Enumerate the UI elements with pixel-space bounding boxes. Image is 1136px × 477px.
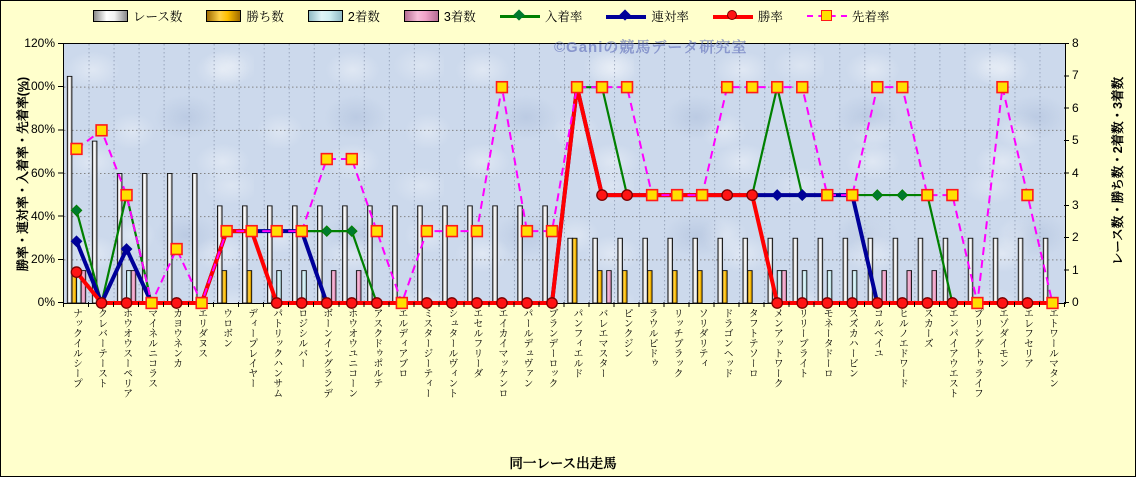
- x-axis-category-label: スカーズ: [921, 308, 933, 348]
- right-axis-tick-label: 7: [1072, 68, 1079, 83]
- bar-3着数: [782, 271, 787, 303]
- legend-label: 入着率: [544, 10, 583, 24]
- square-marker-先着率: [1022, 190, 1033, 201]
- bar-レース数: [993, 238, 998, 303]
- bar-レース数: [968, 238, 973, 303]
- legend-label: レース数: [133, 10, 183, 24]
- bar-レース数: [568, 238, 573, 303]
- wins-bar-swatch: [206, 10, 241, 22]
- x-axis-title: 同一レース出走馬: [509, 456, 617, 471]
- win-rate-line-swatch: [713, 10, 753, 22]
- square-marker-先着率: [822, 190, 833, 201]
- square-marker-先着率: [121, 190, 132, 201]
- chart-canvas: [64, 44, 1065, 303]
- x-axis-category-label: エゾダイモン: [996, 308, 1008, 368]
- x-axis-category-label: エルディアブロ: [395, 308, 407, 378]
- legend-item-wins: [206, 7, 284, 25]
- square-marker-先着率: [647, 190, 658, 201]
- right-axis-tick-label: 8: [1072, 36, 1079, 50]
- x-axis-category-label: クレバーテースト: [95, 308, 107, 388]
- square-marker-先着率: [672, 190, 683, 201]
- legend-label: 2着数: [347, 10, 380, 24]
- bar-3着数: [932, 271, 937, 303]
- square-marker-先着率: [497, 82, 508, 93]
- legend-item-races: [93, 7, 182, 25]
- x-axis-category-label: パールデュヴァン: [520, 308, 532, 388]
- bar-レース数: [893, 238, 898, 303]
- left-axis-tick-label: 40%: [30, 208, 55, 223]
- right-axis-tick-label: 4: [1072, 165, 1079, 180]
- x-axis-category-label: ウロボン: [220, 308, 232, 348]
- bar-勝ち数: [748, 271, 753, 303]
- x-axis-category-label: エイカイマッケンロ: [495, 308, 507, 398]
- x-axis-category-label: ロジシルバー: [295, 308, 307, 368]
- x-axis-category-label: モネータドーロ: [821, 308, 833, 378]
- square-marker-先着率: [171, 244, 182, 255]
- bar-レース数: [693, 238, 698, 303]
- x-axis-category-label: カヨウネンカ: [170, 308, 182, 368]
- square-marker-先着率: [997, 82, 1008, 93]
- square-marker-先着率: [547, 226, 558, 237]
- bar-レース数: [818, 238, 823, 303]
- diamond-marker-連対率: [772, 190, 782, 200]
- bar-レース数: [67, 76, 72, 303]
- thirds-bar-swatch: [404, 10, 439, 22]
- x-axis-category-label: プリングトゥライフ: [971, 308, 983, 398]
- left-axis-tick-label: 60%: [30, 165, 55, 180]
- x-axis-category-label: エトワールマタン: [1046, 308, 1058, 388]
- legend-item-prior-finish-rate: [807, 7, 890, 25]
- legend-label: 先着率: [851, 10, 890, 24]
- x-axis-category-label: ソリダリティ: [696, 308, 708, 368]
- plot-area: [63, 43, 1066, 304]
- x-axis-category-label: ナックイルシープ: [70, 308, 82, 388]
- bar-レース数: [1018, 238, 1023, 303]
- square-marker-先着率: [271, 226, 282, 237]
- square-marker-先着率: [697, 190, 708, 201]
- diamond-marker-連対率: [71, 236, 81, 246]
- x-axis-category-label: タフトテソーロ: [746, 308, 758, 378]
- bar-レース数: [443, 206, 448, 303]
- chart-legend: [93, 7, 889, 25]
- bar-3着数: [607, 271, 612, 303]
- bar-レース数: [918, 238, 923, 303]
- legend-label: 3着数: [443, 10, 476, 24]
- diamond-marker-icon: [513, 9, 524, 20]
- x-axis-category-label: シュタールヴィント: [445, 308, 457, 398]
- x-axis-category-label: リッチブラック: [671, 308, 683, 378]
- bar-勝ち数: [723, 271, 728, 303]
- bar-レース数: [167, 174, 172, 304]
- bar-レース数: [518, 206, 523, 303]
- square-marker-先着率: [897, 82, 908, 93]
- diamond-marker-入着率: [347, 226, 357, 236]
- x-axis-category-label: ラウルピドゥ: [646, 308, 658, 368]
- square-marker-先着率: [722, 82, 733, 93]
- bar-3着数: [882, 271, 887, 303]
- right-axis-tick-label: 6: [1072, 100, 1079, 115]
- diamond-marker-入着率: [322, 226, 332, 236]
- square-marker-先着率: [246, 226, 257, 237]
- left-axis-tick-label: 20%: [30, 251, 55, 266]
- x-axis-category-label: コルベイユ: [871, 308, 883, 358]
- x-axis-category-label: ピンクジン: [621, 308, 633, 358]
- bar-勝ち数: [622, 271, 627, 303]
- square-marker-先着率: [597, 82, 608, 93]
- diamond-marker-入着率: [872, 190, 882, 200]
- bar-勝ち数: [222, 271, 227, 303]
- place-rate-line-swatch: [500, 10, 540, 22]
- left-axis-tick-label: 120%: [24, 36, 55, 50]
- bar-レース数: [743, 238, 748, 303]
- bar-3着数: [331, 271, 336, 303]
- bar-レース数: [793, 238, 798, 303]
- square-marker-先着率: [346, 154, 357, 165]
- watermark: ©Ganiの競馬データ研究室: [554, 39, 748, 56]
- bar-勝ち数: [597, 271, 602, 303]
- square-marker-先着率: [296, 226, 307, 237]
- square-marker-先着率: [847, 190, 858, 201]
- square-marker-先着率: [421, 226, 432, 237]
- square-marker-先着率: [947, 190, 958, 201]
- x-axis-category-label: パンフィエルド: [571, 308, 582, 378]
- diamond-marker-入着率: [71, 205, 81, 215]
- left-axis-tick-label: 0%: [37, 295, 55, 309]
- square-marker-先着率: [572, 82, 583, 93]
- square-marker-先着率: [622, 82, 633, 93]
- x-axis-category-label: アスクドゥポルテ: [370, 308, 382, 388]
- left-axis-ticks: [58, 43, 63, 303]
- bar-レース数: [242, 206, 247, 303]
- square-marker-icon: [821, 10, 832, 21]
- x-axis-ticks: [63, 302, 1065, 307]
- x-axis-category-label: マイネルニコラス: [145, 308, 157, 388]
- legend-item-place-rate: [500, 7, 583, 25]
- bar-勝ち数: [647, 271, 652, 303]
- x-axis-category-label: ミスタージーティー: [420, 308, 432, 398]
- diamond-marker-入着率: [897, 190, 907, 200]
- square-marker-先着率: [872, 82, 883, 93]
- square-marker-先着率: [221, 226, 232, 237]
- bar-レース数: [843, 238, 848, 303]
- legend-item-thirds: [404, 7, 476, 25]
- bar-レース数: [668, 238, 673, 303]
- x-axis-category-label: エレフセリア: [1021, 308, 1033, 368]
- bar-レース数: [293, 206, 298, 303]
- circle-marker-勝率: [722, 190, 732, 200]
- legend-label: 連対率: [651, 10, 689, 24]
- x-axis-category-label: メンアットワーク: [771, 308, 783, 388]
- circle-marker-勝率: [597, 190, 607, 200]
- right-axis-tick-label: 0: [1072, 295, 1079, 309]
- bar-3着数: [356, 271, 361, 303]
- x-axis-category-label: ディープレイヤー: [245, 308, 257, 388]
- square-marker-先着率: [747, 82, 758, 93]
- x-axis-category-label: ボーンイングランデ: [320, 308, 332, 398]
- x-axis-category-label: パトリックハンサム: [270, 308, 282, 398]
- square-marker-先着率: [321, 154, 332, 165]
- bar-勝ち数: [698, 271, 703, 303]
- races-bar-swatch: [93, 10, 128, 22]
- bar-勝ち数: [247, 271, 252, 303]
- prior-finish-rate-line-swatch: [807, 10, 847, 22]
- right-axis-tick-label: 3: [1072, 197, 1079, 212]
- bar-勝ち数: [673, 271, 678, 303]
- left-axis-tick-label: 80%: [30, 122, 55, 137]
- bar-レース数: [468, 206, 473, 303]
- right-axis-tick-label: 1: [1072, 262, 1079, 277]
- square-marker-先着率: [797, 82, 808, 93]
- bar-3着数: [81, 271, 86, 303]
- x-axis-category-label: ブランデーロック: [545, 308, 557, 388]
- square-marker-先着率: [522, 226, 533, 237]
- legend-item-quinella-rate: [606, 7, 689, 25]
- bar-レース数: [192, 174, 197, 304]
- bar-レース数: [493, 206, 498, 303]
- square-marker-先着率: [446, 226, 457, 237]
- bar-勝ち数: [572, 238, 577, 303]
- left-axis-tick-label: 100%: [24, 79, 55, 94]
- x-axis-category-label: リリーブライト: [796, 308, 808, 378]
- x-axis-category-label: ホウオウユニコーン: [345, 308, 357, 398]
- square-marker-先着率: [922, 190, 933, 201]
- diamond-marker-icon: [620, 9, 631, 20]
- x-axis-category-label: エリダヌス: [195, 308, 207, 358]
- square-marker-先着率: [96, 125, 107, 136]
- diamond-marker-連対率: [797, 190, 807, 200]
- x-axis-category-label: スズカハービン: [846, 308, 858, 378]
- bar-レース数: [643, 238, 648, 303]
- circle-marker-勝率: [71, 267, 81, 277]
- seconds-bar-swatch: [308, 10, 343, 22]
- bar-レース数: [343, 206, 348, 303]
- bar-3着数: [131, 271, 136, 303]
- square-marker-先着率: [371, 226, 382, 237]
- right-axis-tick-label: 5: [1072, 133, 1079, 148]
- circle-marker-icon: [727, 10, 737, 20]
- quinella-rate-line-swatch: [606, 10, 646, 22]
- x-axis-category-label: エセルフリーダ: [470, 308, 482, 378]
- x-axis-category-label: ホウオウスーペリア: [120, 308, 132, 398]
- x-axis-category-label: エンパイアウエスト: [946, 308, 958, 398]
- bar-レース数: [543, 206, 548, 303]
- legend-item-win-rate: [713, 7, 783, 25]
- legend-item-seconds: [308, 7, 380, 25]
- legend-label: 勝率: [757, 10, 783, 24]
- right-axis-ticks: [1064, 43, 1069, 303]
- left-axis-title: 勝率・連対率・入着率・先着率(%): [16, 76, 30, 272]
- right-axis-tick-label: 2: [1072, 230, 1079, 245]
- bar-3着数: [907, 271, 912, 303]
- circle-marker-勝率: [747, 190, 757, 200]
- x-axis-category-label: バレエマスター: [596, 308, 608, 378]
- square-marker-先着率: [472, 226, 483, 237]
- x-axis-category-label: ヒルノエドワード: [896, 308, 908, 388]
- square-marker-先着率: [71, 143, 82, 154]
- bar-レース数: [593, 238, 598, 303]
- circle-marker-勝率: [622, 190, 632, 200]
- x-axis-category-label: ドラゴンヘッド: [721, 308, 733, 378]
- square-marker-先着率: [772, 82, 783, 93]
- right-axis-title: レース数・勝ち数・2着数・3着数: [1111, 76, 1125, 266]
- bar-レース数: [618, 238, 623, 303]
- legend-label: 勝ち数: [246, 10, 284, 24]
- bar-レース数: [718, 238, 723, 303]
